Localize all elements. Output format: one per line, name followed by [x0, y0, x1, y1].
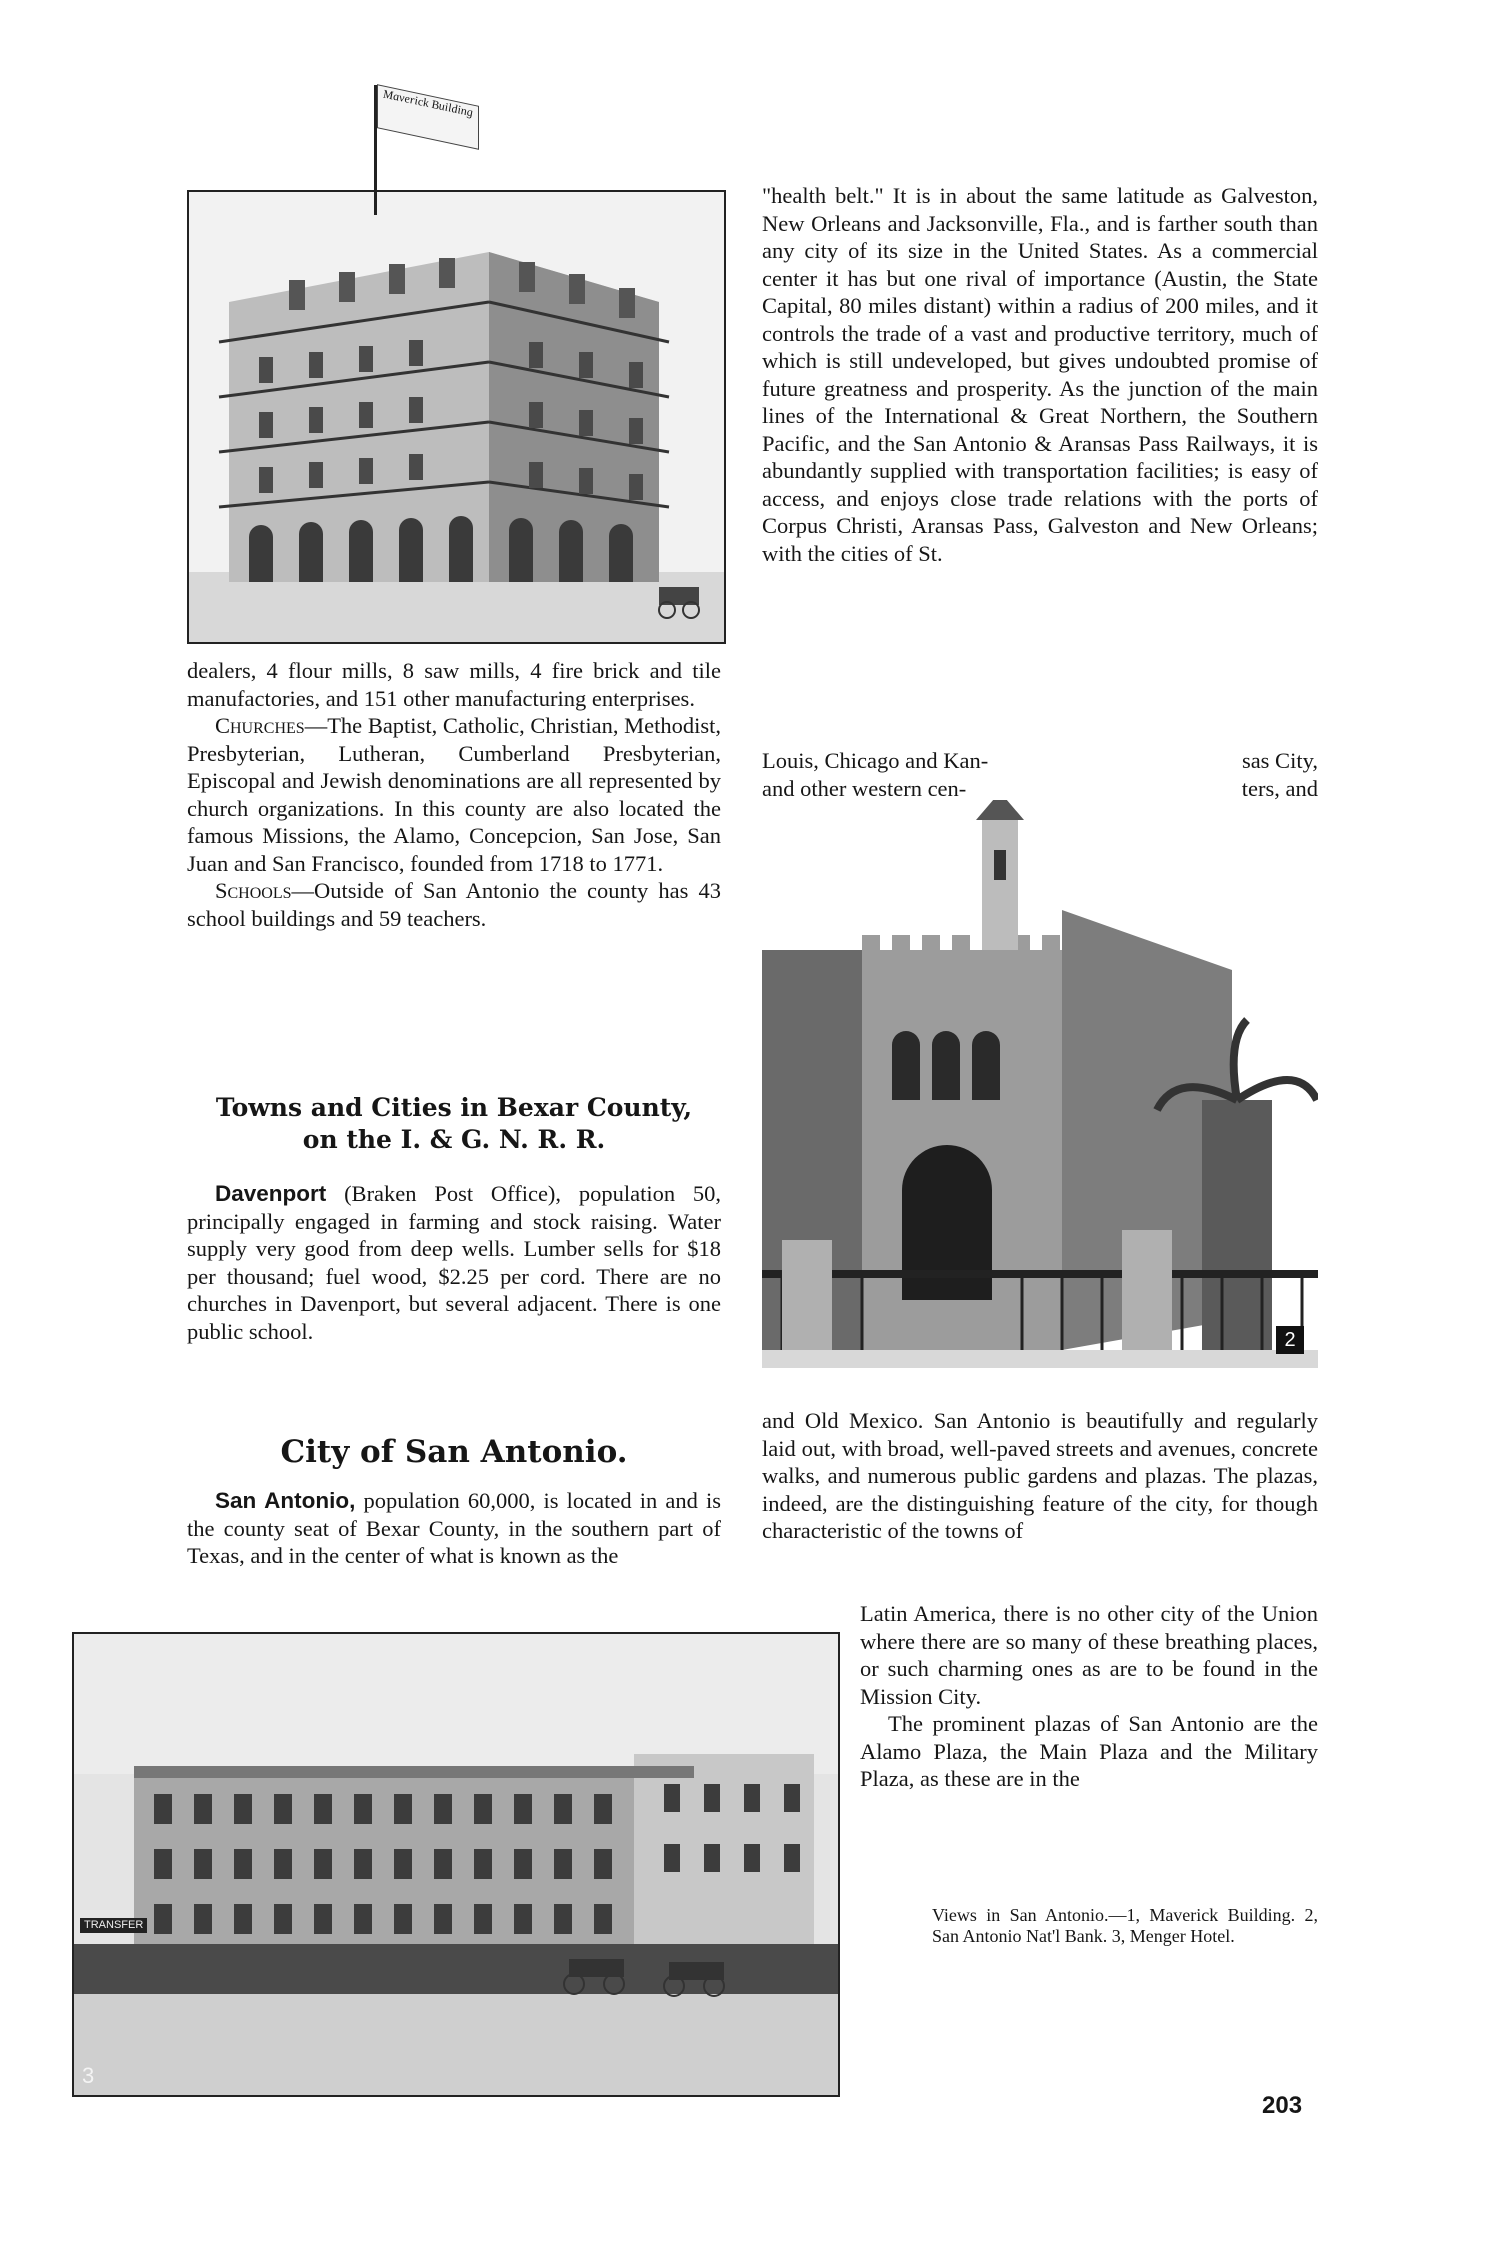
paragraph-old-mexico: and Old Mexico. San Antonio is beautifully and regularly laid out, with broad, well-paved streets and avenues, concrete walks, and numerous public gardens and plazas. The plazas, indeed, are the distinguishing feature of the city, for though characteristic of the towns of — [762, 1408, 1318, 1543]
photo3-number: 3 — [82, 2063, 95, 2088]
schools-lead: Schools — [215, 878, 292, 903]
schools-text: —Outside of San Antonio the county has 43 school buildings and 59 teachers. — [187, 878, 721, 931]
left-column-san-antonio — [187, 1487, 721, 1570]
heading-towns-line1: Towns and Cities in Bexar County, — [215, 1093, 693, 1122]
photo3-sign: TRANSFER — [80, 1918, 147, 1933]
flag — [377, 84, 479, 150]
churches-lead: Churches — [215, 713, 305, 738]
photo2-number: 2 — [1276, 1326, 1304, 1354]
paragraph-churches — [187, 712, 721, 877]
paragraph-plazas: The prominent plazas of San Antonio are the Alamo Plaza, the Main Plaza and the Military Plaza, as these are in the — [860, 1711, 1318, 1791]
san-antonio-text: population 60,000, is located in and is the county seat of Bexar County, in the southern part of Texas, and in the center of what is known as the — [187, 1488, 721, 1568]
churches-text: —The Baptist, Catholic, Christian, Methodist, Presbyterian, Lutheran, Cumberland Presbyterian, Episcopal and Jewish denominations are all represented by church organizations. In this county are also located the famous Missions, the Alamo, Concepcion, San Jose, San Juan and San Francisco, founded from 1718 to 1771. — [187, 713, 721, 876]
paragraph-san-antonio — [187, 1487, 721, 1570]
heading-towns-cities — [187, 1092, 721, 1156]
flag-text: Maverick Building — [383, 86, 473, 120]
national-bank-illustration — [762, 800, 1318, 1368]
paragraph-industries: dealers, 4 flour mills, 8 saw mills, 4 fire brick and tile manufactories, and 151 other manufacturing enterprises. — [187, 658, 721, 711]
left-column-top — [187, 657, 721, 932]
right-column-top — [762, 182, 1318, 567]
page-number: 203 — [1262, 2092, 1303, 2119]
split-left-line-2: and other western cen- — [762, 775, 967, 801]
photo-menger-hotel — [72, 1632, 840, 2097]
left-column-davenport — [187, 1180, 721, 1345]
caption-text: Views in San Antonio.—1, Maverick Building. 2, San Antonio Nat'l Bank. 3, Menger Hotel. — [932, 1905, 1318, 1946]
san-antonio-name: San Antonio, — [215, 1488, 356, 1513]
maverick-building-illustration — [189, 192, 724, 642]
right-column-middle — [762, 1407, 1318, 1545]
paragraph-latin-america: Latin America, there is no other city of the Union where there are so many of these breathing places, or such charming ones as are to be found in the Mission City. — [860, 1601, 1318, 1709]
davenport-text: (Braken Post Office), population 50, principally engaged in farming and stock raising. Water supply very good from deep wells. Lumber sells for $18 per thousand; fuel wood, $2.25 per cord. There are no churches in Davenport, but several adjacent. There is one public school. — [187, 1181, 721, 1344]
photo-national-bank — [762, 800, 1318, 1368]
heading-city-san-antonio: City of San Antonio. — [280, 1434, 628, 1470]
paragraph-schools — [187, 877, 721, 932]
split-right-line-2: ters, and — [1241, 775, 1318, 801]
split-right-line-1: sas City, — [1241, 748, 1318, 773]
paragraph-health-belt: "health belt." It is in about the same latitude as Galveston, New Orleans and Jacksonville, Fla., and is farther south than any city of its size in the United States. As a commercial center it has but one rival of importance (Austin, the State Capital, 80 miles distant) within a radius of 200 miles, and it controls the trade of a vast and productive territory, much of which is still undeveloped, but gives undoubted promise of future greatness and prosperity. As the junction of the main lines of the International & Great Northern, the Southern Pacific, and the San Antonio & Aransas Pass Railways, it is abundantly supplied with transportation facilities; is easy of access, and enjoys close trade relations with the ports of Corpus Christi, Aransas Pass, Galveston and New Orleans; with the cities of St. — [762, 183, 1318, 566]
heading-towns-line2: on the I. & G. N. R. R. — [302, 1125, 606, 1154]
paragraph-davenport — [187, 1180, 721, 1345]
split-left-line-1: Louis, Chicago and Kan- — [762, 748, 989, 773]
photo-caption — [932, 1905, 1318, 1947]
photo-maverick-building — [187, 190, 726, 644]
right-column-lower — [860, 1600, 1318, 1793]
davenport-name: Davenport — [215, 1181, 327, 1206]
menger-hotel-illustration — [74, 1634, 838, 2095]
